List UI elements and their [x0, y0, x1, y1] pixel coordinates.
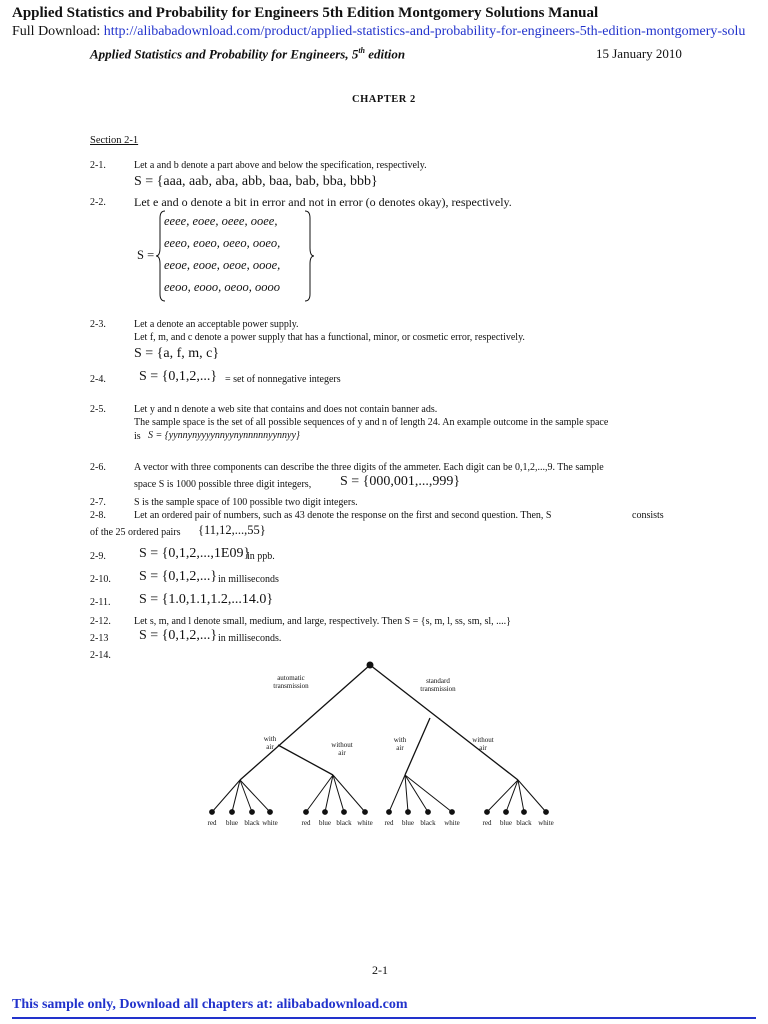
problem-text: Let a denote an acceptable power supply. — [134, 319, 299, 330]
book-title-suffix: edition — [365, 46, 406, 62]
tree-edge — [333, 775, 344, 812]
problem-text: Let an ordered pair of numbers, such as 43 denote the response on the first and second question. Then, S — [134, 510, 552, 521]
tree-leaf-node — [342, 810, 347, 815]
tree-leaf-node — [363, 810, 368, 815]
leaf-label: black — [244, 819, 260, 827]
problem-number: 2-3. — [90, 319, 106, 330]
branch-label: standard — [426, 677, 450, 685]
tree-leaf-node — [522, 810, 527, 815]
tree-root-node — [367, 662, 374, 669]
tree-edge — [405, 775, 408, 812]
problem-number: 2-4. — [90, 374, 106, 385]
problem-number: 2-13 — [90, 633, 109, 644]
problem-math: S = {0,1,2,...} — [139, 369, 218, 384]
chapter-heading: CHAPTER 2 — [352, 94, 416, 105]
tree-leaf-node — [304, 810, 309, 815]
leaf-label: white — [538, 819, 554, 827]
tree-edge — [240, 780, 252, 812]
problem-text: in milliseconds. — [218, 633, 282, 644]
problem-number: 2-9. — [90, 551, 106, 562]
problem-math: S = {aaa, aab, aba, abb, baa, bab, bba, bbb} — [134, 174, 378, 189]
branch-label: air — [266, 743, 274, 751]
branch-label: without — [331, 741, 353, 749]
problem-text: The sample space is the set of all possible sequences of y and n of length 24. An example outcome in the sample space — [134, 417, 609, 428]
branch-label: with — [263, 735, 277, 743]
book-title-text: Applied Statistics and Probability for Engineers, 5 — [90, 46, 359, 62]
download-note[interactable]: This sample only, Download all chapters at: alibabadownload.com — [12, 997, 408, 1012]
problem-math: S = {000,001,...,999} — [340, 474, 461, 489]
leaf-label: black — [516, 819, 532, 827]
problem-math: S = {a, f, m, c} — [134, 346, 220, 361]
document-date: 15 January 2010 — [596, 46, 682, 61]
problem-text: Let a and b denote a part above and below the specification, respectively. — [134, 160, 427, 171]
tree-edge — [405, 775, 452, 812]
tree-leaf-node — [268, 810, 273, 815]
leaf-label: white — [357, 819, 373, 827]
set-row: eeeo, eoeo, oeeo, ooeo, — [164, 236, 281, 250]
problem-text: space S is 1000 possible three digit integers, — [134, 479, 312, 490]
tree-leaf-node — [387, 810, 392, 815]
problem-text: Let f, m, and c denote a power supply that has a functional, minor, or cosmetic error, respectively. — [134, 332, 525, 343]
tree-leaf-node — [485, 810, 490, 815]
tree-leaf-node — [426, 810, 431, 815]
tree-edge — [506, 780, 518, 812]
problem-number: 2-5. — [90, 404, 106, 415]
problem-text: Let y and n denote a web site that contains and does not contain banner ads. — [134, 404, 438, 415]
problem-text: A vector with three components can describe the three digits of the ammeter. Each digit can be 0,1,2,...,9. The sample — [134, 462, 604, 473]
problem-text: S is the sample space of 100 possible two digit integers. — [134, 497, 358, 508]
leaf-label: red — [207, 819, 217, 827]
leaf-label: white — [444, 819, 460, 827]
tree-leaf-node — [323, 810, 328, 815]
tree-edge — [333, 775, 365, 812]
tree-leaf-node — [230, 810, 235, 815]
problem-text: = set of nonnegative integers — [225, 374, 341, 385]
problem-number: 2-7. — [90, 497, 106, 508]
section-heading: Section 2-1 — [90, 135, 139, 146]
problem-text: in ppb. — [247, 551, 275, 562]
problem-number: 2-6. — [90, 462, 106, 473]
problem-text: Let e and o denote a bit in error and not in error (o denotes okay), respectively. — [134, 195, 512, 209]
branch-label: with — [393, 736, 407, 744]
tree-leaf-node — [250, 810, 255, 815]
tree-edge — [240, 780, 270, 812]
tree-leaf-node — [504, 810, 509, 815]
problem-text: consists — [632, 510, 664, 521]
problem-number: 2-11. — [90, 597, 111, 608]
branch-label: without — [472, 736, 494, 744]
problem-math: S = {0,1,2,...} — [139, 628, 218, 643]
set-row: eeoe, eooe, oeoe, oooe, — [164, 258, 281, 272]
tree-edge — [518, 780, 524, 812]
tree-edge — [389, 775, 405, 812]
tree-leaf-node — [450, 810, 455, 815]
tree-edge — [518, 780, 546, 812]
tree-leaf-node — [406, 810, 411, 815]
full-download-link[interactable]: http://alibabadownload.com/product/applied-statistics-and-probability-for-engineers-5th-edition-montgomery-solu — [103, 24, 746, 39]
set-row: eeee, eoee, oeee, ooee, — [164, 214, 278, 228]
problem-math: S = {yynnynyyyynnyynynnnnnyynnyy} — [148, 430, 300, 441]
tree-edge — [487, 780, 518, 812]
tree-edge — [405, 775, 428, 812]
leaf-label: black — [420, 819, 436, 827]
branch-label: air — [479, 744, 487, 752]
problem-math: S = {1.0,1.1,1.2,...14.0} — [139, 592, 274, 607]
leaf-label: blue — [401, 819, 415, 827]
branch-label: automatic — [277, 674, 305, 682]
set-label: S = — [137, 248, 155, 262]
leaf-label: white — [262, 819, 278, 827]
problem-number: 2-1. — [90, 160, 106, 171]
problem-text: of the 25 ordered pairs — [90, 527, 181, 538]
leaf-label: blue — [225, 819, 239, 827]
page-number: 2-1 — [372, 963, 388, 977]
problem-math: {11,12,...,55} — [198, 523, 266, 537]
branch-label: air — [338, 749, 346, 757]
leaf-label: red — [301, 819, 311, 827]
branch-label: transmission — [273, 682, 309, 690]
problem-math: S = {0,1,2,...} — [139, 569, 218, 584]
problem-text: is — [134, 431, 141, 442]
problem-number: 2-10. — [90, 574, 111, 585]
leaf-label: blue — [499, 819, 513, 827]
problem-text: Let s, m, and l denote small, medium, and large, respectively. Then S = {s, m, l, ss, sm, sl, ....} — [134, 616, 511, 627]
branch-label: transmission — [420, 685, 456, 693]
footer-divider — [12, 1017, 756, 1019]
problem-math: S = {0,1,2,...,1E09} — [139, 546, 251, 561]
book-title-sup: th — [358, 46, 365, 55]
problem-number: 2-2. — [90, 197, 106, 208]
set-row: eeoo, eooo, oeoo, oooo — [164, 280, 280, 294]
tree-leaf-node — [544, 810, 549, 815]
full-download-label: Full Download: — [12, 24, 101, 39]
problem-number: 2-12. — [90, 616, 111, 627]
leaf-label: blue — [318, 819, 332, 827]
tree-leaf-node — [210, 810, 215, 815]
document-title: Applied Statistics and Probability for Engineers 5th Edition Montgomery Solutions Manual — [12, 5, 599, 21]
branch-label: air — [396, 744, 404, 752]
leaf-label: red — [384, 819, 394, 827]
leaf-label: red — [482, 819, 492, 827]
problem-number: 2-8. — [90, 510, 106, 521]
leaf-label: black — [336, 819, 352, 827]
problem-number: 2-14. — [90, 650, 111, 661]
problem-text: in milliseconds — [218, 574, 279, 585]
